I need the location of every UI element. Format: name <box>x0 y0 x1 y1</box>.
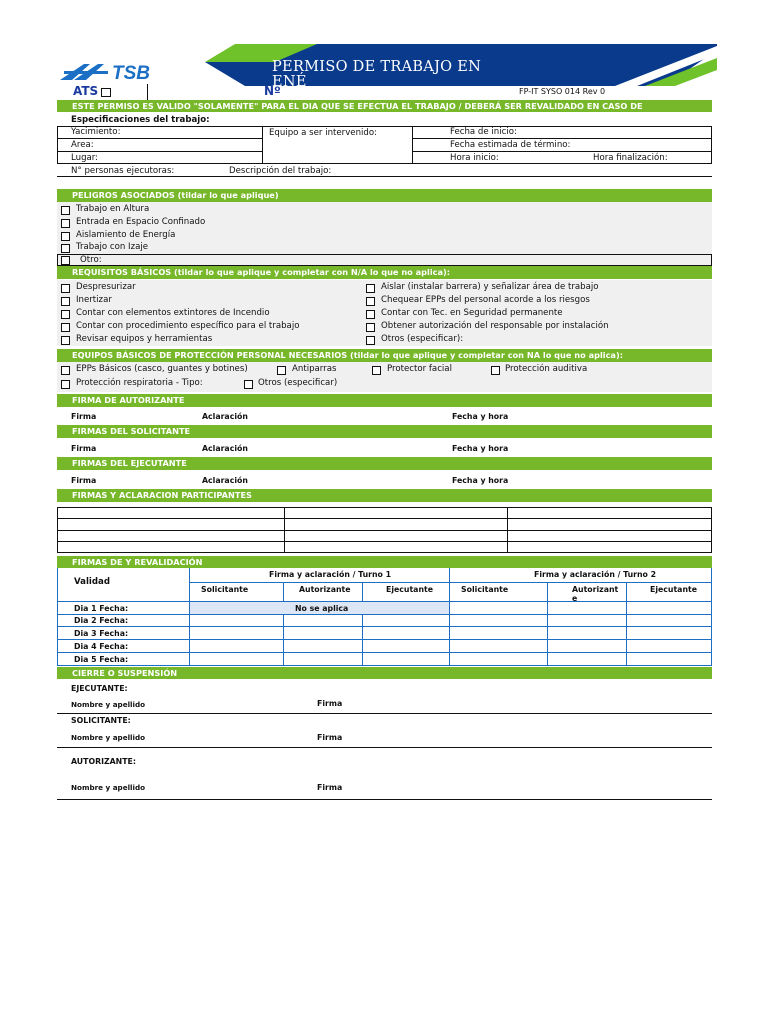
turno1-label: Firma y aclaración / Turno 1 <box>269 570 392 579</box>
number-label: Nº <box>264 84 281 98</box>
ejecutante-heading: FIRMAS DEL EJECUTANTE <box>57 457 712 470</box>
firma-label: Firma <box>317 699 343 708</box>
checkbox-req[interactable] <box>61 284 70 293</box>
peligro-label: Trabajo en Altura <box>76 204 150 214</box>
fecha-hora-label: Fecha y hora <box>452 444 509 453</box>
requisito-label: Inertizar <box>76 295 112 305</box>
divider <box>57 747 712 748</box>
requisito-label: Contar con Tec. en Seguridad permanente <box>381 308 563 318</box>
checkbox-altura[interactable] <box>61 206 70 215</box>
divider <box>57 652 712 653</box>
dia-label: Dia 3 Fecha: <box>74 629 129 638</box>
divider <box>412 126 413 164</box>
epp-label: Protección respiratoria - Tipo: <box>76 378 203 388</box>
peligros-heading: PELIGROS ASOCIADOS (tildar lo que aplique) <box>57 189 712 202</box>
fecha-termino-field[interactable]: Fecha estimada de término: <box>450 140 571 150</box>
requisitos-heading: REQUISITOS BÁSICOS (tildar lo que aplique y completar con N/A lo que no aplica): <box>57 266 712 279</box>
divider <box>507 507 508 553</box>
col-solicitante: Solicitante <box>461 585 509 594</box>
checkbox-req[interactable] <box>61 310 70 319</box>
hora-fin-field[interactable]: Hora finalización: <box>593 153 668 163</box>
epp-label: Antiparras <box>292 364 337 374</box>
divider <box>626 582 627 666</box>
checkbox-req[interactable] <box>366 323 375 332</box>
checkbox-req[interactable] <box>366 297 375 306</box>
checkbox-epp[interactable] <box>61 380 70 389</box>
cierre-solicitante-label: SOLICITANTE: <box>71 716 131 725</box>
checkbox-epp[interactable] <box>372 366 381 375</box>
divider <box>57 665 712 666</box>
document-title: PERMISO DE TRABAJO EN ENÉ <box>272 60 482 89</box>
fecha-hora-label: Fecha y hora <box>452 476 509 485</box>
peligro-label: Otro: <box>80 255 102 265</box>
lugar-field[interactable]: Lugar: <box>71 153 99 163</box>
divider <box>57 799 712 800</box>
divider <box>412 138 712 139</box>
autorizante-heading: FIRMA DE AUTORIZANTE <box>57 394 712 407</box>
firma-label: Firma <box>317 733 343 742</box>
epp-label: EPPs Básicos (casco, guantes y botines) <box>76 364 248 374</box>
fecha-hora-label: Fecha y hora <box>452 412 509 421</box>
divider <box>57 713 712 714</box>
cierre-heading: CIERRE O SUSPENSIÓN <box>57 667 712 679</box>
divider <box>262 126 263 164</box>
requisito-label: Aislar (instalar barrera) y señalizar área de trabajo <box>381 282 599 292</box>
dia-label: Dia 5 Fecha: <box>74 655 129 664</box>
requisito-label: Contar con procedimiento específico para el trabajo <box>76 321 300 331</box>
requisito-label: Despresurizar <box>76 282 136 292</box>
requisito-label: Obtener autorización del responsable por instalación <box>381 321 609 331</box>
col-solicitante: Solicitante <box>201 585 249 594</box>
otro-row <box>57 254 712 266</box>
divider <box>57 151 262 152</box>
solicitante-heading: FIRMAS DEL SOLICITANTE <box>57 425 712 438</box>
aclaracion-label: Aclaración <box>202 444 248 453</box>
epp-label: Protector facial <box>387 364 452 374</box>
form-code: FP-IT SYSO 014 Rev 0 <box>519 87 606 96</box>
revalidacion-heading: FIRMAS DE Y REVALIDACIÓN <box>57 556 712 568</box>
peligro-label: Trabajo con Izaje <box>76 242 149 252</box>
divider <box>57 639 712 640</box>
ats-label: ATS <box>73 84 99 98</box>
checkbox-otro[interactable] <box>61 256 70 265</box>
checkbox-izaje[interactable] <box>61 244 70 253</box>
dia-label: Dia 1 Fecha: <box>74 604 129 613</box>
peligro-label: Entrada en Espacio Confinado <box>76 217 206 227</box>
cierre-autorizante-label: AUTORIZANTE: <box>71 757 136 766</box>
dia-label: Dia 2 Fecha: <box>74 616 129 625</box>
checkbox-req[interactable] <box>366 336 375 345</box>
divider <box>57 614 712 615</box>
checkbox-epp[interactable] <box>244 380 253 389</box>
checkbox-epp[interactable] <box>277 366 286 375</box>
requisito-label: Contar con elementos extintores de Incendio <box>76 308 270 318</box>
divider <box>57 138 262 139</box>
divider <box>412 151 712 152</box>
tsb-logo <box>60 62 190 82</box>
checkbox-req[interactable] <box>61 297 70 306</box>
epp-label: Protección auditiva <box>505 364 588 374</box>
epp-label: Otros (especificar) <box>258 378 338 388</box>
aclaracion-label: Aclaración <box>202 412 248 421</box>
divider <box>284 507 285 553</box>
divider <box>57 626 712 627</box>
divider <box>547 582 548 666</box>
ats-checkbox[interactable] <box>101 88 111 97</box>
checkbox-req[interactable] <box>366 310 375 319</box>
peligro-label: Aislamiento de Energía <box>76 230 176 240</box>
descripcion-field[interactable]: Descripción del trabajo: <box>229 166 332 176</box>
nombre-label: Nombre y apellido <box>71 700 146 709</box>
checkbox-req[interactable] <box>366 284 375 293</box>
divider <box>362 582 363 666</box>
hora-inicio-field[interactable]: Hora inicio: <box>450 153 499 163</box>
divider <box>189 582 711 583</box>
checkbox-energia[interactable] <box>61 232 70 241</box>
ats-row <box>57 84 712 100</box>
nombre-label: Nombre y apellido <box>71 733 146 742</box>
checkbox-epp[interactable] <box>61 366 70 375</box>
dia-label: Dia 4 Fecha: <box>74 642 129 651</box>
cierre-ejecutante-label: EJECUTANTE: <box>71 684 128 693</box>
firma-label: Firma <box>71 476 97 485</box>
aclaracion-label: Aclaración <box>202 476 248 485</box>
equipo-field[interactable]: Equipo a ser intervenido: <box>269 128 378 138</box>
firma-label: Firma <box>71 444 97 453</box>
requisito-label: Otros (especificar): <box>381 334 464 344</box>
divider <box>283 582 284 666</box>
turno2-label: Firma y aclaración / Turno 2 <box>534 570 657 579</box>
validity-note: ESTE PERMISO ES VALIDO "SOLAMENTE" PARA EL DIA QUE SE EFECTUA EL TRABAJO / DEBERÁ SER REVALIDADO EN CASO DE <box>57 100 712 112</box>
logo-text: TSB <box>112 63 150 82</box>
personas-field[interactable]: N° personas ejecutoras: <box>71 166 175 176</box>
area-field[interactable]: Area: <box>71 140 94 150</box>
checkbox-req[interactable] <box>61 323 70 332</box>
participantes-heading: FIRMAS Y ACLARACION PARTICIPANTES <box>57 489 712 502</box>
col-autorizante: Autorizant e <box>572 585 619 603</box>
fecha-inicio-field[interactable]: Fecha de inicio: <box>450 127 517 137</box>
nombre-label: Nombre y apellido <box>71 783 146 792</box>
divider <box>57 530 712 531</box>
firma-label: Firma <box>71 412 97 421</box>
divider <box>57 176 712 177</box>
epp-heading: EQUIPOS BÁSICOS DE PROTECCIÓN PERSONAL NECESARIOS (tildar lo que aplique y completar con NA lo que no aplica): <box>57 349 712 362</box>
requisito-label: Revisar equipos y herramientas <box>76 334 213 344</box>
col-autorizante: Autorizante <box>299 585 351 594</box>
no-aplica-text: No se aplica <box>295 604 349 613</box>
checkbox-req[interactable] <box>61 336 70 345</box>
specs-heading: Especificaciones del trabajo: <box>71 115 210 125</box>
firma-label: Firma <box>317 783 343 792</box>
checkbox-confinado[interactable] <box>61 219 70 228</box>
checkbox-epp[interactable] <box>491 366 500 375</box>
validez-label: Validad <box>74 577 110 587</box>
requisito-label: Chequear EPPs del personal acorde a los riesgos <box>381 295 590 305</box>
col-ejecutante: Ejecutante <box>386 585 434 594</box>
divider <box>57 541 712 542</box>
col-ejecutante: Ejecutante <box>650 585 698 594</box>
divider <box>57 518 712 519</box>
yacimiento-field[interactable]: Yacimiento: <box>71 127 121 137</box>
divider <box>147 84 148 100</box>
